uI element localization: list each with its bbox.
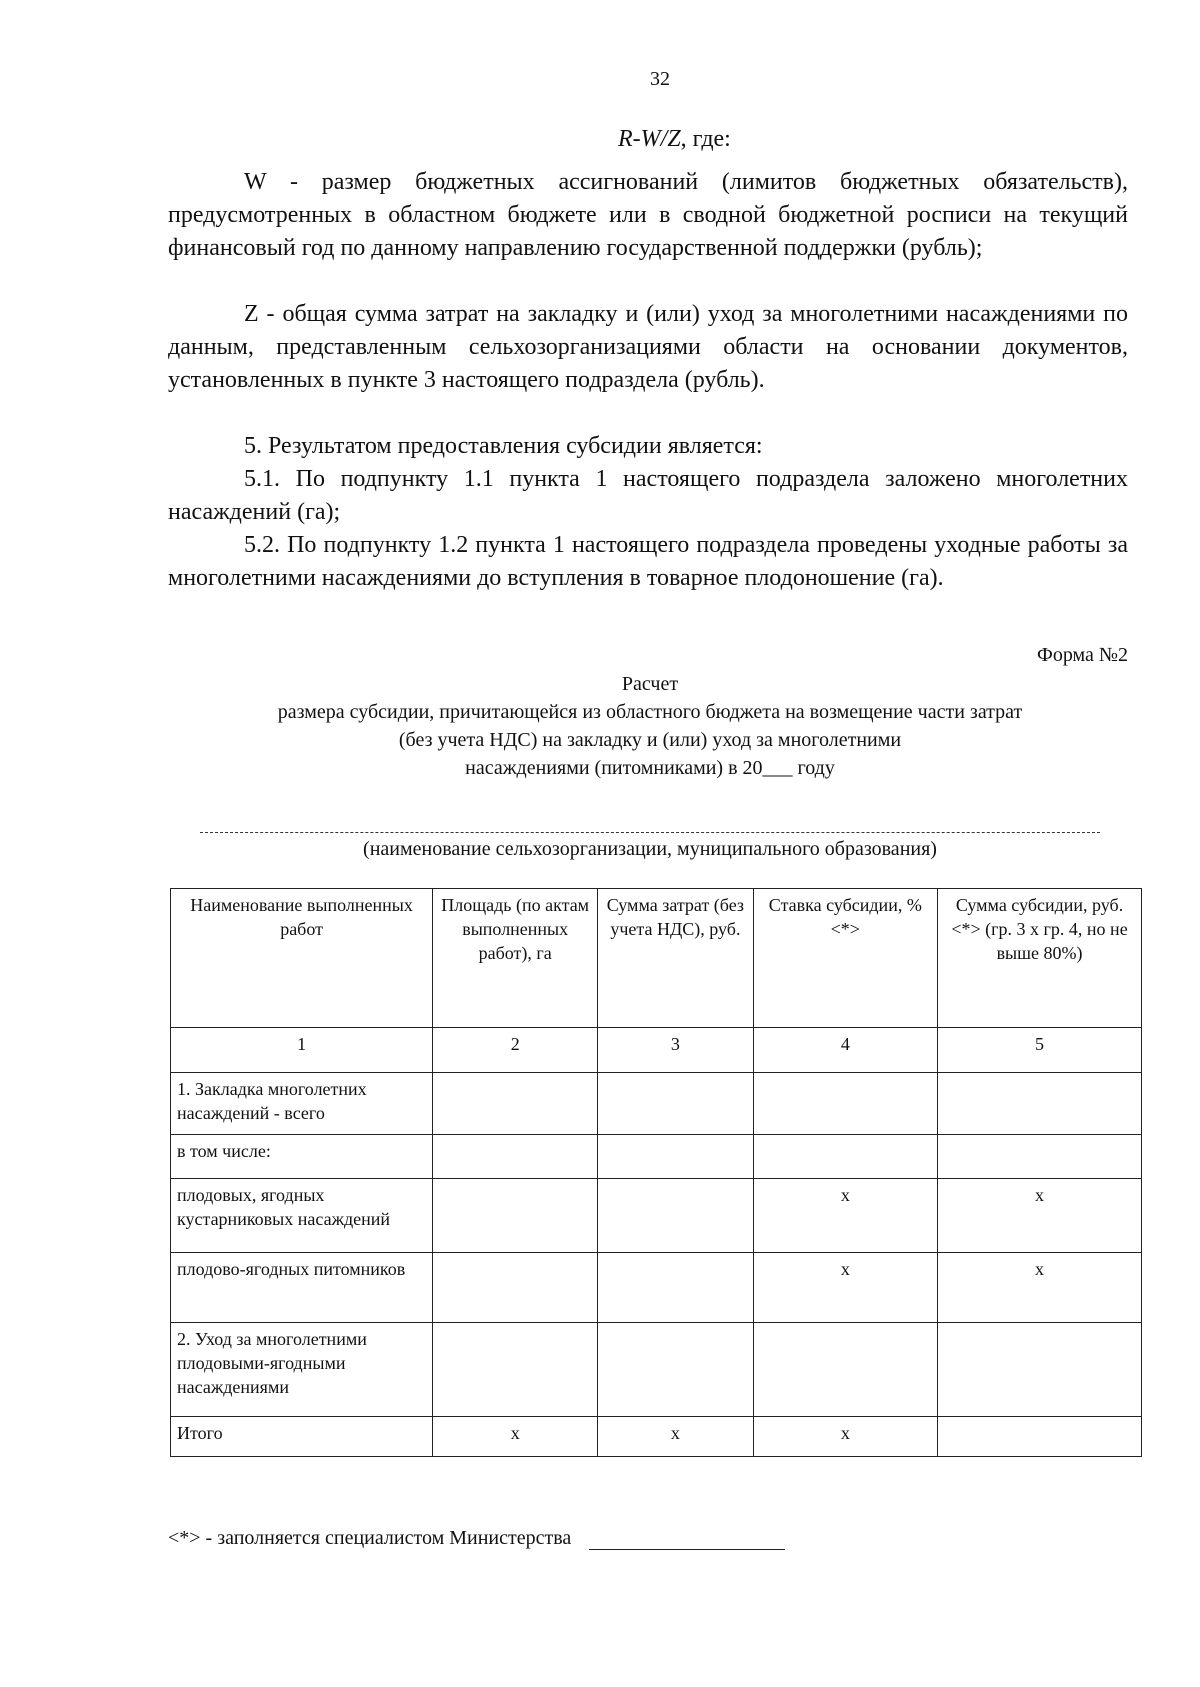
row-name: плодовых, ягодных кустарниковых насаждений	[171, 1179, 433, 1253]
area-cell	[433, 1323, 598, 1417]
column-number: 5	[938, 1028, 1142, 1073]
area-cell	[433, 1179, 598, 1253]
form-label: Форма №2	[1037, 644, 1128, 666]
calculation-title-line: Расчет	[621, 673, 679, 695]
area-cell	[433, 1253, 598, 1323]
column-number: 2	[433, 1028, 598, 1073]
paragraph-z-definition: Z - общая сумма затрат на закладку и (или) уход за многолетними насаждениями по данным, представленным сельхозорганизациями области на основании документов, установленных в пункте 3 настоящего подраздела (рубль).	[168, 301, 1128, 393]
subsidy-cell	[938, 1417, 1142, 1457]
organization-caption: (наименование сельхозорганизации, муниципального образования)	[363, 838, 937, 860]
paragraph-5: 5. Результатом предоставления субсидии является:	[244, 433, 763, 459]
column-number-row	[171, 1028, 1142, 1073]
row-name: Итого	[171, 1417, 433, 1457]
column-number: 4	[753, 1028, 937, 1073]
subsidy-cell	[938, 1135, 1142, 1179]
signature-blank	[589, 1549, 785, 1550]
footnote	[168, 1527, 785, 1550]
subsidy-cell: x	[938, 1253, 1142, 1323]
area-cell	[433, 1135, 598, 1179]
cost-cell	[598, 1179, 753, 1253]
row-name: плодово-ягодных питомников	[171, 1253, 433, 1323]
cost-cell	[598, 1135, 753, 1179]
cost-cell	[598, 1253, 753, 1323]
rate-cell: x	[753, 1253, 937, 1323]
calculation-title-line: насаждениями (питомниками) в 20___ году	[465, 757, 835, 779]
subsidy-cell: x	[938, 1179, 1142, 1253]
cost-cell	[598, 1073, 753, 1135]
calculation-title-line: (без учета НДС) на закладку и (или) уход за многолетними	[398, 729, 902, 751]
formula-suffix: , где:	[680, 126, 731, 152]
table-row-total	[171, 1417, 1142, 1457]
page-number: 32	[650, 68, 670, 90]
table-header-cell: Площадь (по актам выполненных работ), га	[433, 889, 598, 1028]
rate-cell	[753, 1073, 937, 1135]
table-header-cell: Ставка субсидии, % <*>	[753, 889, 937, 1028]
calculation-title-line: размера субсидии, причитающейся из областного бюджета на возмещение части затрат	[277, 701, 1023, 723]
subsidy-calculation-table	[170, 888, 1142, 1457]
row-name: в том числе:	[171, 1135, 433, 1179]
row-name: 1. Закладка многолетних насаждений - всего	[171, 1073, 433, 1135]
column-number: 1	[171, 1028, 433, 1073]
organization-blank-line	[200, 832, 1100, 833]
column-number: 3	[598, 1028, 753, 1073]
table-header-cell: Сумма затрат (без учета НДС), руб.	[598, 889, 753, 1028]
paragraph-5-2: 5.2. По подпункту 1.2 пункта 1 настоящего подраздела проведены уходные работы за многолетними насаждениями до вступления в товарное плодоношение (га).	[168, 532, 1128, 591]
cost-cell	[598, 1323, 753, 1417]
table-row	[171, 1135, 1142, 1179]
calculation-title	[160, 670, 1140, 782]
row-name: 2. Уход за многолетними плодовыми-ягодными насаждениями	[171, 1323, 433, 1417]
cost-cell: x	[598, 1417, 753, 1457]
table-row	[171, 1073, 1142, 1135]
area-cell: x	[433, 1417, 598, 1457]
rate-cell: x	[753, 1417, 937, 1457]
table-row	[171, 1323, 1142, 1417]
table-row	[171, 1179, 1142, 1253]
formula-expression: R-W/Z	[618, 126, 681, 152]
rate-cell	[753, 1135, 937, 1179]
subsidy-cell	[938, 1323, 1142, 1417]
rate-cell	[753, 1323, 937, 1417]
table-header-row	[171, 889, 1142, 1028]
table-row	[171, 1253, 1142, 1323]
formula	[618, 126, 731, 153]
area-cell	[433, 1073, 598, 1135]
footnote-text: <*> - заполняется специалистом Министерства	[168, 1527, 572, 1549]
paragraph-5-1: 5.1. По подпункту 1.1 пункта 1 настоящего подраздела заложено многолетних насаждений (га);	[168, 466, 1128, 525]
rate-cell: x	[753, 1179, 937, 1253]
subsidy-cell	[938, 1073, 1142, 1135]
table-header-cell: Наименование выполненных работ	[171, 889, 433, 1028]
table-header-cell: Сумма субсидии, руб. <*> (гр. 3 x гр. 4, но не выше 80%)	[938, 889, 1142, 1028]
paragraph-w-definition: W - размер бюджетных ассигнований (лимитов бюджетных обязательств), предусмотренных в областном бюджете или в сводной бюджетной росписи на текущий финансовый год по данному направлению государственной поддержки (рубль);	[168, 169, 1128, 261]
